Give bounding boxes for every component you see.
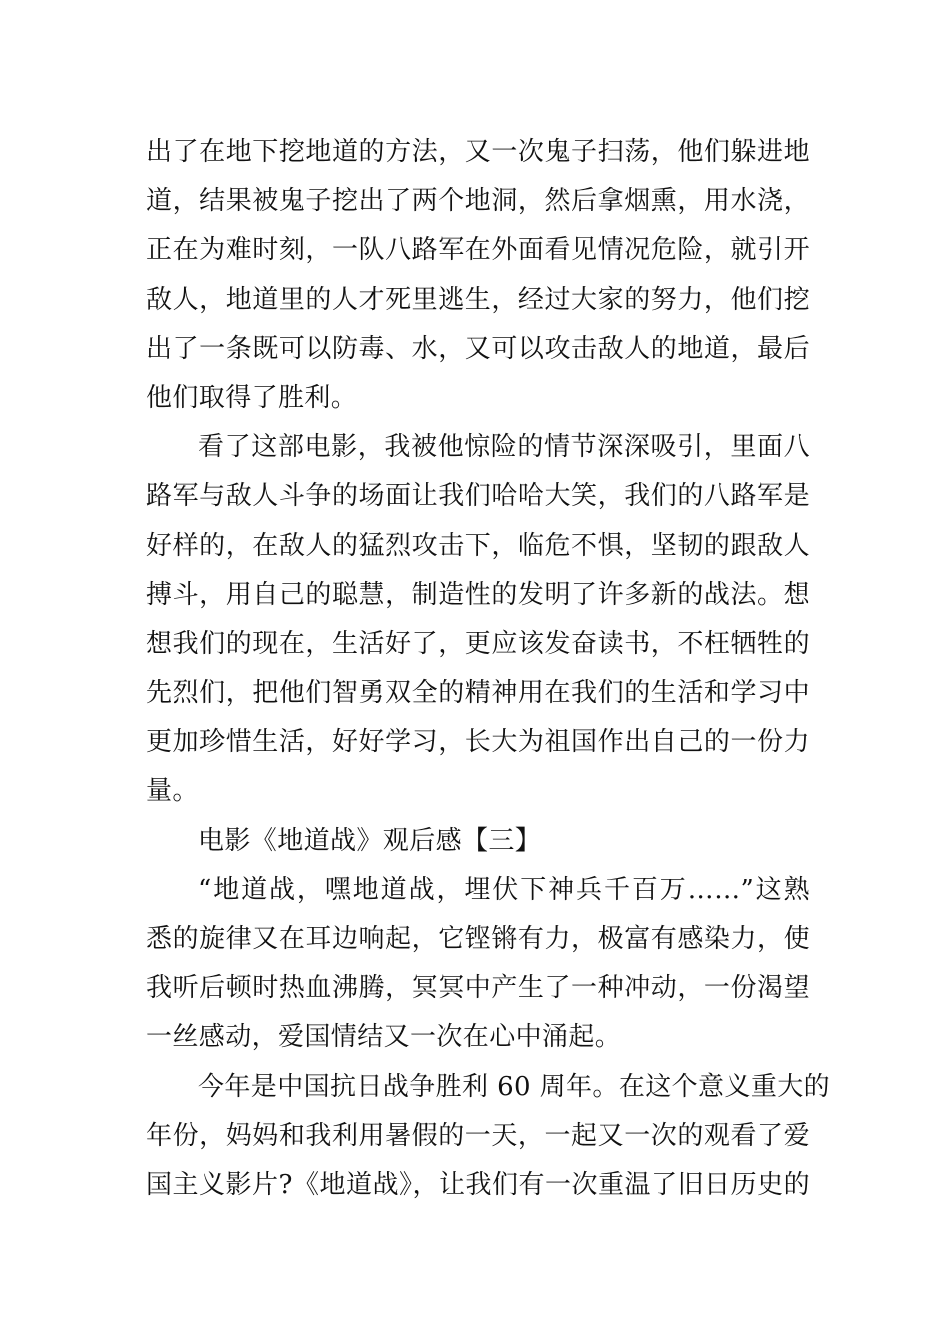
text-line: 悉的旋律又在耳边响起，它铿锵有力，极富有感染力，使 — [146, 924, 810, 954]
document-body — [146, 128, 831, 1210]
text-line: 敌人，地道里的人才死里逃生，经过大家的努力，他们挖 — [146, 284, 810, 315]
text-line: 道，结果被鬼子挖出了两个地洞，然后拿烟熏，用水浇， — [146, 186, 810, 217]
text-line: 他们取得了胜利。 — [146, 382, 358, 413]
text-line: 更加珍惜生活，好好学习，长大为祖国作出自己的一份力 — [146, 727, 810, 758]
paragraph — [146, 128, 810, 423]
text-line: 出了一条既可以防毒、水，又可以攻击敌人的地道，最后 — [146, 333, 810, 364]
text-line: 今年是中国抗日战争胜利 60 周年。在这个意义重大的 — [198, 1071, 831, 1102]
paragraph — [146, 866, 810, 1063]
paragraph — [146, 1063, 831, 1211]
text-line: 出了在地下挖地道的方法，又一次鬼子扫荡，他们躲进地 — [146, 137, 810, 167]
text-line: 看了这部电影，我被他惊险的情节深深吸引，里面八 — [198, 432, 810, 463]
text-line: 搏斗，用自己的聪慧，制造性的发明了许多新的战法。想 — [146, 579, 810, 610]
text-line: 一丝感动，爱国情结又一次在心中涌起。 — [146, 1022, 622, 1053]
text-line: 年份，妈妈和我利用暑假的一天，一起又一次的观看了爱 — [146, 1120, 810, 1151]
text-line: 国主义影片?《地道战》，让我们有一次重温了旧日历史的 — [146, 1169, 810, 1200]
text-line: 想我们的现在，生活好了，更应该发奋读书，不枉牺牲的 — [146, 628, 810, 659]
text-line: 先烈们，把他们智勇双全的精神用在我们的生活和学习中 — [146, 678, 810, 709]
text-line: 路军与敌人斗争的场面让我们哈哈大笑，我们的八路军是 — [146, 481, 810, 512]
text-line: “地道战，嘿地道战，埋伏下神兵千百万……”这熟 — [198, 874, 810, 905]
paragraph — [146, 423, 810, 817]
text-line: 正在为难时刻，一队八路军在外面看见情况危险，就引开 — [146, 235, 810, 266]
text-line: 我听后顿时热血沸腾，冥冥中产生了一种冲动，一份渴望 — [146, 973, 810, 1004]
text-line: 量。 — [146, 776, 199, 807]
section-heading — [146, 817, 810, 866]
section-heading-text: 电影《地道战》观后感【三】 — [198, 825, 542, 856]
text-line: 好样的，在敌人的猛烈攻击下，临危不惧，坚韧的跟敌人 — [146, 530, 810, 561]
